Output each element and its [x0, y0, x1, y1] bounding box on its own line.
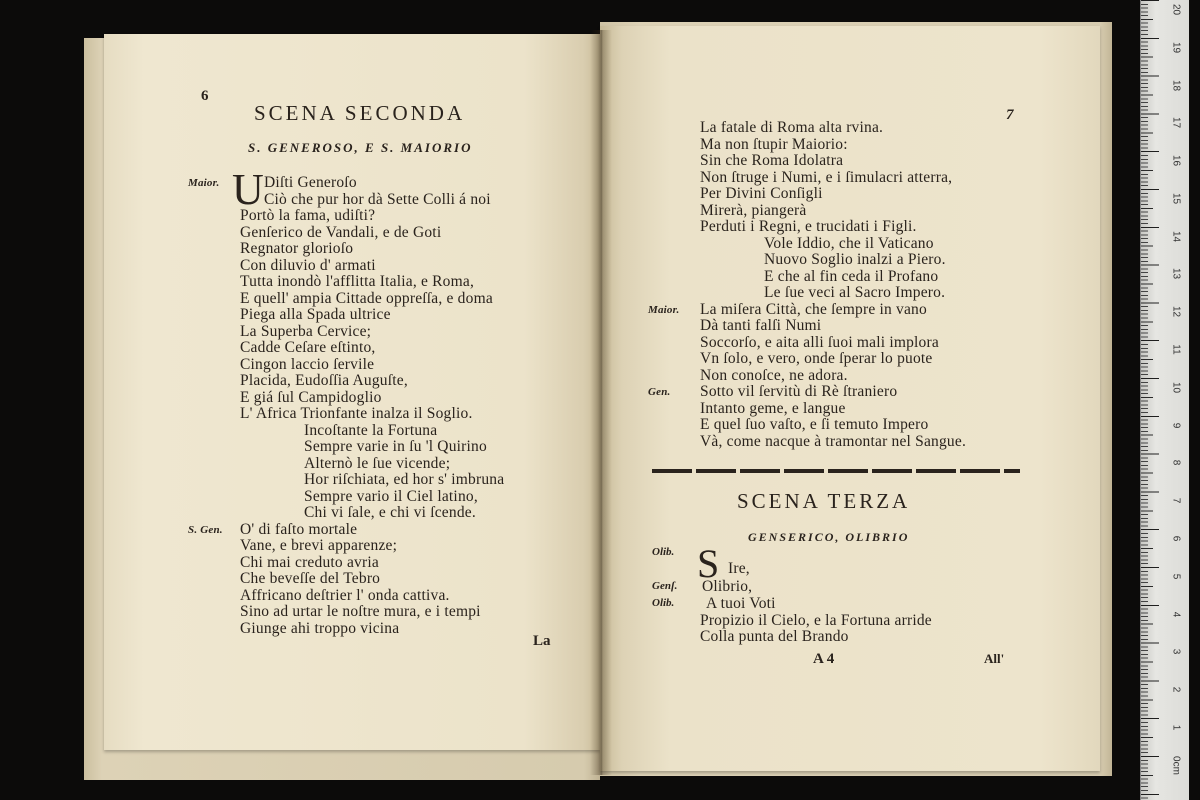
speaker-label: Maior.: [648, 303, 680, 316]
verse-line: Gen. Sotto vil ſervitù di Rè ſtraniero: [648, 383, 898, 400]
verse-line: Ciò che pur hor dà Sette Colli á noi: [264, 190, 491, 208]
verse-line: Perduti i Regni, e trucidati i Figli.: [700, 218, 917, 235]
ruler-mark: 2: [1170, 686, 1182, 693]
verse-line: Mirerà, piangerà: [700, 201, 807, 219]
aria-line: Le ſue veci al Sacro Impero.: [764, 284, 946, 301]
aria-line: Nuovo Soglio inalzi a Piero.: [764, 251, 946, 268]
verse-line: Placida, Eudoſſia Auguſte,: [240, 372, 408, 389]
verse-line: A tuoi Voti: [706, 595, 776, 612]
drop-cap-s: S: [697, 541, 720, 586]
verse-line: La Superba Cervice;: [240, 322, 372, 340]
verse-line: Olibrio,: [702, 578, 753, 595]
measuring-ruler: [1140, 0, 1189, 800]
ruler-mark: 15: [1170, 192, 1182, 205]
right-verse-block: [648, 119, 967, 450]
verse-line: Intanto geme, e langue: [700, 399, 846, 417]
verse-line: Piega alla Spada ultrice: [240, 306, 391, 323]
scene-characters-seconda: S. GENEROSO, E S. MAIORIO: [248, 140, 473, 155]
book-gutter: [590, 30, 612, 775]
verse-line: S. Gen. O' di faſto mortale: [188, 520, 358, 538]
verse-line: Và, come nacque à tramontar nel Sangue.: [700, 432, 967, 450]
aria-line: Chi vi ſale, e chi vi ſcende.: [304, 504, 476, 521]
speaker-label: S. Gen.: [188, 523, 223, 536]
verse-line: Genſerico de Vandali, e de Goti: [240, 223, 442, 241]
verse-line: Con diluvio d' armati: [240, 256, 376, 274]
verse-line: Non ſtruge i Numi, e i ſimulacri atterra,: [700, 168, 953, 186]
scene-divider-rule: [652, 469, 1020, 473]
aria-line: Sempre vario il Ciel latino,: [304, 487, 478, 505]
verse-line: Propizio il Cielo, e la Fortuna arride: [700, 612, 932, 629]
ruler-mark: 10: [1170, 381, 1182, 394]
verse-line: Colla punta del Brando: [700, 628, 849, 645]
verse-line: E quel ſuo vaſto, e ſi temuto Impero: [700, 416, 929, 433]
ruler-mark: 3: [1170, 648, 1182, 655]
ruler-mark: 8: [1170, 459, 1182, 466]
right-catchword: All': [984, 651, 1005, 666]
drop-cap-u: U: [232, 165, 264, 214]
ruler-mark: 1: [1170, 724, 1182, 731]
right-page-number: 7: [1006, 107, 1014, 123]
verse-line: Non conoſce, ne adora.: [700, 366, 848, 384]
verse-line: Ma non ſtupir Maiorio:: [700, 135, 848, 153]
ruler-mark: 16: [1170, 154, 1182, 167]
verse-line: Regnator glorioſo: [240, 240, 354, 257]
verse-line: Vn ſolo, e vero, onde ſperar lo puote: [700, 350, 933, 367]
verse-line: Soccorſo, e aita alli ſuoi mali implora: [700, 333, 939, 351]
ruler-mark: 17: [1170, 116, 1182, 129]
verse-line: Chi mai creduto avria: [240, 553, 379, 571]
aria-line: Alternò le ſue vicende;: [304, 454, 451, 472]
speaker-label: Olib.: [652, 546, 675, 558]
verse-line: Maior. Diſti Generoſo: [188, 174, 357, 191]
ruler-mark: 12: [1170, 305, 1182, 318]
ruler-mark: 18: [1170, 79, 1182, 92]
verse-line: Dà tanti falſi Numi: [700, 317, 822, 334]
aria-line: Hor riſchiata, ed hor s' imbruna: [304, 471, 505, 488]
speaker-label: Olib.: [652, 597, 675, 609]
left-catchword: La: [533, 633, 551, 649]
verse-line: Ire,: [728, 560, 750, 577]
aria-line: Incoſtante la Fortuna: [304, 421, 438, 439]
verse-line: L' Africa Trionfante inalza il Soglio.: [240, 405, 473, 422]
verse-line: Cingon laccio ſervile: [240, 355, 375, 373]
scene-characters-terza: GENSERICO, OLIBRIO: [748, 530, 910, 544]
verse-line: Giunge ahi troppo vicina: [240, 619, 400, 637]
ruler-mark: 5: [1170, 573, 1182, 580]
ruler-mark: 19: [1170, 41, 1182, 54]
ruler-mark: 11: [1170, 344, 1182, 355]
verse-line: Che beveſſe del Tebro: [240, 570, 381, 587]
aria-line: Sempre varie in ſu 'l Quirino: [304, 438, 487, 455]
verse-line: Portò la fama, udiſti?: [240, 207, 376, 224]
ruler-mark: 4: [1170, 611, 1182, 618]
ruler-mark: 20: [1170, 3, 1182, 16]
speaker-label: Gen.: [648, 386, 671, 398]
verse-line: Cadde Ceſare eſtinto,: [240, 339, 376, 356]
ruler-mark: 9: [1170, 422, 1182, 429]
ruler-mark: 7: [1170, 497, 1182, 504]
verse-line: E quell' ampia Cittade oppreſſa, e doma: [240, 289, 493, 307]
ruler-mark: 13: [1170, 267, 1182, 280]
aria-line: E che al fin ceda il Profano: [764, 267, 939, 285]
ruler-mark: 14: [1170, 230, 1182, 243]
verse-line: Maior. La miſera Città, che ſempre in vano: [648, 300, 927, 318]
ruler-mark: 6: [1170, 535, 1182, 542]
verse-line: La fatale di Roma alta rvina.: [700, 119, 884, 136]
speaker-label: Maior.: [188, 177, 220, 189]
verse-line: Per Divini Conſigli: [700, 185, 823, 202]
left-page-number: 6: [201, 88, 209, 104]
speaker-label: Genſ.: [652, 580, 678, 592]
aria-line: Vole Iddio, che il Vaticano: [764, 234, 934, 252]
verse-line: Vane, e brevi apparenze;: [240, 537, 398, 554]
verse-line: Affricano deſtrier l' onda cattiva.: [240, 586, 450, 604]
verse-line: Sino ad urtar le noſtre mura, e i tempi: [240, 603, 481, 620]
verse-line: Tutta inondò l'afflitta Italia, e Roma,: [240, 273, 475, 290]
verse-line: Sin che Roma Idolatra: [700, 152, 844, 169]
signature-mark: A 4: [813, 651, 835, 667]
ruler-unit-label: 0cm: [1170, 756, 1182, 775]
verse-line: E giá ſul Campidoglio: [240, 388, 382, 406]
left-verse-block: [188, 174, 505, 637]
scene-title-terza: SCENA TERZA: [737, 489, 911, 513]
scene-title-seconda: SCENA SECONDA: [254, 101, 466, 125]
